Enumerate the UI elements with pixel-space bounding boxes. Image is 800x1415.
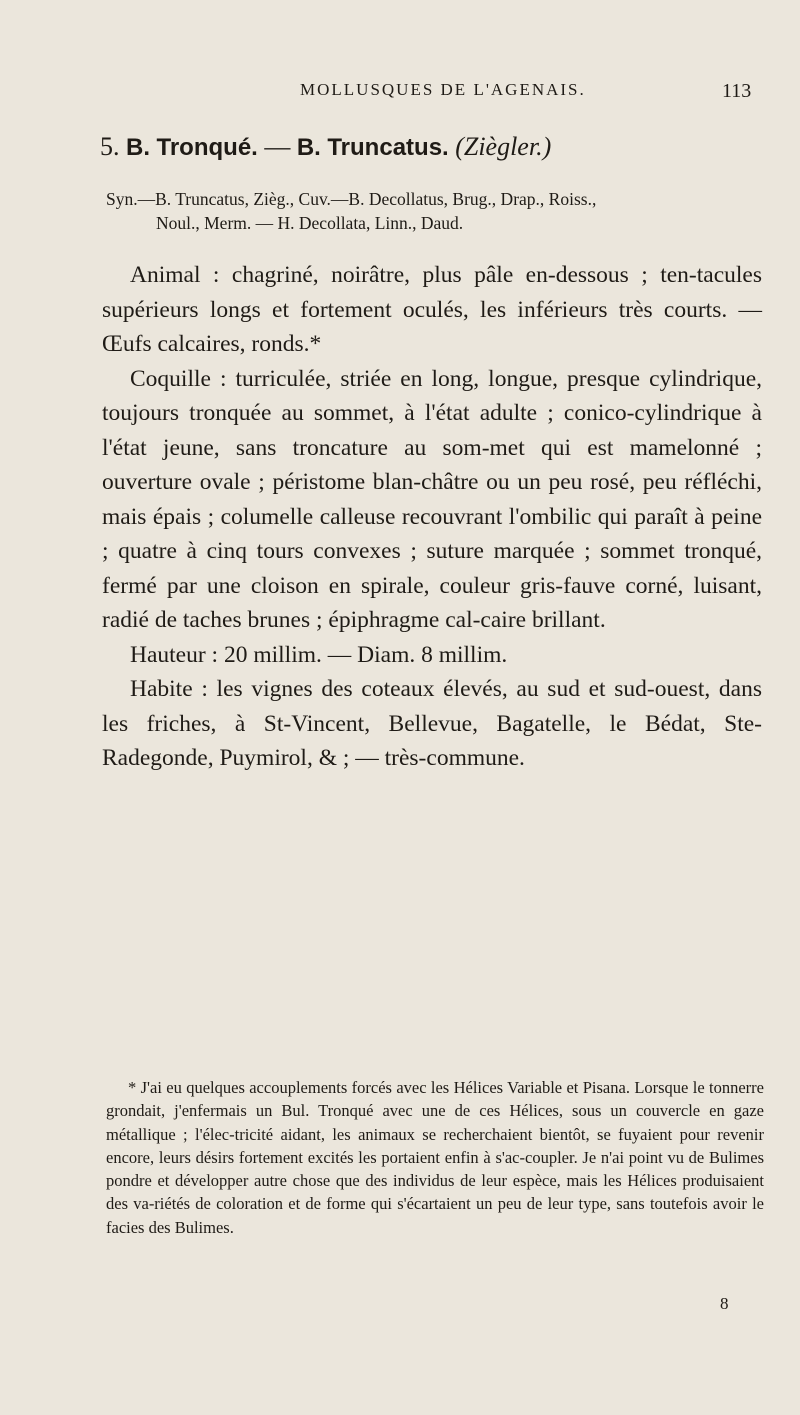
french-name: Tronqué. [156,134,258,161]
species-description [102,258,762,776]
species-author: (Ziègler.) [455,132,552,161]
species-heading [100,132,750,162]
footnote [106,1076,764,1239]
paragraph-habitat: Habite : les vignes des coteaux élevés, au sud et sud-ouest, dans les friches, à St-Vincent, Bellevue, Bagatelle, le Bédat, Ste-Radegonde, Puymirol, & ; — très-commune. [102,676,762,771]
signature-mark: 8 [720,1294,729,1313]
page-number: 113 [722,80,752,102]
footnote-text: * J'ai eu quelques accouplements forcés avec les Hélices Variable et Pisana. Lorsque le tonnerre grondait, j'enfermais un Bul. Tronqué avec une de ces Hélices, sous un couvercle en gaze métallique ; l'élec-tricité aidant, les animaux se recherchaient bientôt, se fuyaient pour revenir encore, leurs désirs fortement excités les portaient enfin à s'ac-coupler. Je n'ai point vu de Bulimes pondre et développer autre chose que des individus de leur espèce, mais les Hélices produisaient des va-riétés de coloration et de forme qui s'écartaient un peu de leur type, sans toutefois avoir le facies des Bulimes. [106,1078,764,1237]
species-number: 5. [100,132,120,161]
running-title: MOLLUSQUES DE L'AGENAIS. [300,80,586,99]
synonymy-line: Syn.—B. Truncatus, Zièg., Cuv.—B. Decollatus, Brug., Drap., Roiss., [106,189,597,209]
synonymy [106,187,766,235]
paragraph-animal: Animal : chagriné, noirâtre, plus pâle en-dessous ; ten-tacules supérieurs longs et fortement oculés, les inférieurs très courts. — Œufs calcaires, ronds.* [102,262,762,357]
latin-name: Truncatus. [327,134,449,161]
page-header [0,80,800,110]
latin-genus: B. [296,134,321,161]
synonymy-line: Noul., Merm. — H. Decollata, Linn., Daud. [156,213,464,233]
paragraph-shell: Coquille : turriculée, striée en long, longue, presque cylindrique, toujours tronquée au sommet, à l'état adulte ; conico-cylindrique à l'état jeune, sans troncature au som-met qui est mamelonné ; ouverture ovale ; péristome blan-châtre ou un peu rosé, peu réfléchi, mais épais ; columelle calleuse recouvrant l'ombilic qui paraît à peine ; quatre à cinq tours convexes ; suture marquée ; sommet tronqué, fermé par une cloison en spirale, couleur gris-fauve corné, luisant, radié de taches brunes ; épiphragme cal-caire brillant. [102,365,762,633]
heading-dash: — [264,132,291,161]
french-genus: B. [126,134,150,161]
paragraph-dimensions: Hauteur : 20 millim. — Diam. 8 millim. [130,641,508,668]
